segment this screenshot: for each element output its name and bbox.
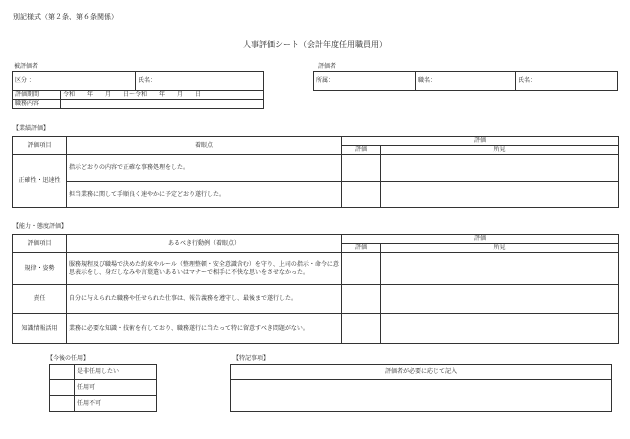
remarks-input[interactable] xyxy=(231,380,612,412)
ability-point: 自分に与えられた職務や任せられた仕事は、報告義務を遵守し、最後まで遂行した。 xyxy=(67,285,342,314)
ability-comment-input[interactable] xyxy=(381,285,619,314)
perf-point: 指示どおりの内容で正確な事務処理をした。 xyxy=(67,155,342,182)
perf-col-point: 着眼点 xyxy=(67,137,342,155)
ability-col-comment: 所見 xyxy=(381,244,619,253)
ability-heading: 【能力・態度評価】 xyxy=(13,223,68,230)
duty-value[interactable] xyxy=(61,100,264,109)
affiliation-label: 所属： xyxy=(316,77,335,85)
division-cell[interactable] xyxy=(13,72,136,91)
future-heading: 【今後の任用】 xyxy=(47,355,90,362)
perf-comment-input[interactable] xyxy=(381,155,619,182)
period-label: 評価期間 xyxy=(13,91,61,100)
ability-comment-input[interactable] xyxy=(381,314,619,344)
position-cell[interactable] xyxy=(416,72,516,91)
performance-table xyxy=(12,136,619,208)
ability-rating-input[interactable] xyxy=(342,253,381,285)
future-option-row xyxy=(50,396,157,412)
form-reference: 別記様式（第２条、第６条関係） xyxy=(13,13,118,21)
evaluatee-name-cell[interactable] xyxy=(136,72,264,91)
future-option: 任用可 xyxy=(75,380,157,396)
ability-item: 規律・姿勢 xyxy=(13,253,67,285)
ability-item: 知識情報活用 xyxy=(13,314,67,344)
ability-col-item: 評価項目 xyxy=(13,235,67,253)
ability-col-point: あるべき行動例（着眼点） xyxy=(67,235,342,253)
ability-item: 責任 xyxy=(13,285,67,314)
future-option: 是非任用したい xyxy=(75,365,157,380)
division-label: 区分 ： xyxy=(15,77,35,85)
table-row xyxy=(13,253,619,285)
future-option: 任用不可 xyxy=(75,396,157,412)
perf-rating-input[interactable] xyxy=(342,182,381,208)
remarks-heading: 【特記事項】 xyxy=(233,355,270,362)
table-row xyxy=(13,314,619,344)
perf-col-rating: 評価 xyxy=(342,146,381,155)
ability-comment-input[interactable] xyxy=(381,253,619,285)
ability-point: 服務規程及び職場で決めた約束やルール（整理整頓・安全意識含む）を守り、上司の指示・命令に意思表示をし、身だしなみや言葉遣いあるいはマナーで相手に不快な思いをさせなかった。 xyxy=(67,253,342,285)
future-checkbox[interactable] xyxy=(50,396,75,412)
perf-rating-input[interactable] xyxy=(342,155,381,182)
perf-col-eval: 評価 xyxy=(342,137,619,146)
table-row xyxy=(13,155,619,182)
duty-label: 職務内容 xyxy=(13,100,61,109)
ability-col-rating: 評価 xyxy=(342,244,381,253)
position-label: 職名： xyxy=(418,77,437,85)
future-option-row xyxy=(50,365,157,380)
future-table xyxy=(49,364,157,412)
evaluatee-table xyxy=(12,71,264,109)
evaluator-table xyxy=(313,71,618,91)
ability-rating-input[interactable] xyxy=(342,285,381,314)
table-row xyxy=(13,285,619,314)
remarks-table xyxy=(230,364,612,412)
ability-col-eval: 評価 xyxy=(342,235,619,244)
performance-heading: 【業績評価】 xyxy=(13,125,50,132)
table-row xyxy=(13,182,619,208)
future-checkbox[interactable] xyxy=(50,365,75,380)
remarks-note: 評価者が必要に応じて記入 xyxy=(231,365,612,380)
evaluatee-name-label: 氏名： xyxy=(138,77,157,85)
ability-table xyxy=(12,234,619,344)
ability-point: 業務に必要な知識・技術を有しており、職務遂行に当たって特に留意すべき問題がない。 xyxy=(67,314,342,344)
future-option-row xyxy=(50,380,157,396)
future-checkbox[interactable] xyxy=(50,380,75,396)
ability-rating-input[interactable] xyxy=(342,314,381,344)
perf-col-comment: 所見 xyxy=(381,146,619,155)
perf-point: 担当業務に関して手順良く速やかに予定どおり遂行した。 xyxy=(67,182,342,208)
perf-col-item: 評価項目 xyxy=(13,137,67,155)
evaluator-heading: 評価者 xyxy=(318,63,337,70)
perf-comment-input[interactable] xyxy=(381,182,619,208)
page-title: 人事評価シート（会計年度任用職員用） xyxy=(243,40,387,49)
perf-item: 正確性・迅速性 xyxy=(13,155,67,208)
evaluator-name-label: 氏名： xyxy=(518,77,537,85)
evaluatee-heading: 被評価者 xyxy=(14,63,39,70)
affiliation-cell[interactable] xyxy=(314,72,416,91)
evaluator-name-cell[interactable] xyxy=(516,72,618,91)
period-value[interactable]: 令和 年 月 日〜令和 年 月 日 xyxy=(61,91,264,100)
